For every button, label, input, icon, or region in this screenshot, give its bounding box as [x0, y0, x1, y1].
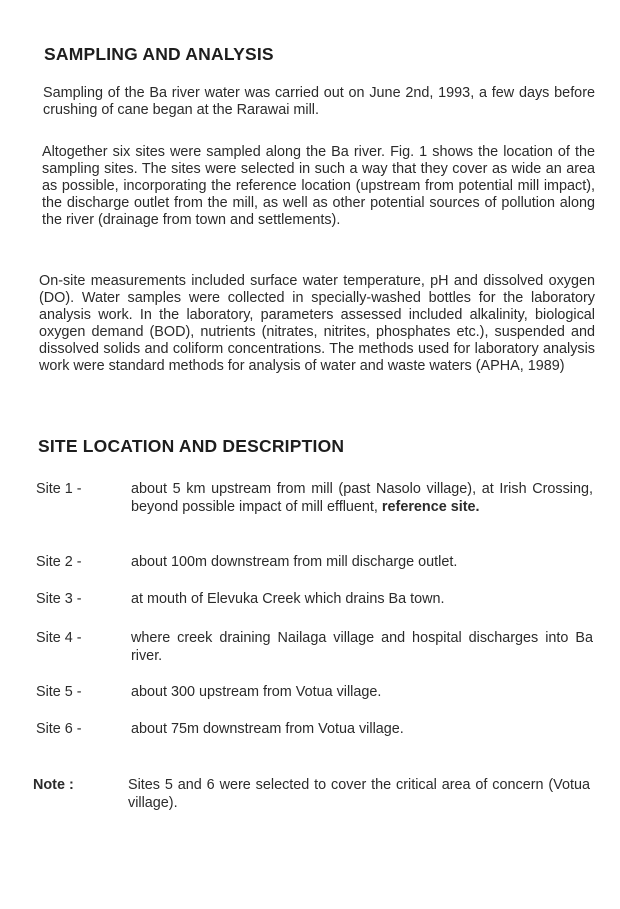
site-description: at mouth of Elevuka Creek which drains Ba town.: [131, 591, 445, 607]
site-description: about 75m downstream from Votua village.: [131, 721, 404, 737]
section-heading-sites: SITE LOCATION AND DESCRIPTION: [38, 436, 345, 456]
site-description: [131, 480, 593, 516]
site-label: Site 1 -: [36, 481, 82, 497]
site-description-emphasis: reference site.: [381, 499, 480, 515]
site-description: about 300 upstream from Votua village.: [131, 684, 382, 700]
site-description: about 100m downstream from mill discharge outlet.: [131, 554, 458, 570]
section-heading-sampling: SAMPLING AND ANALYSIS: [44, 44, 274, 64]
site-label: Site 5 -: [36, 684, 82, 700]
site-description: where creek draining Nailaga village and hospital discharges into Ba river.: [131, 630, 593, 664]
site-label: Site 3 -: [36, 591, 82, 607]
site-label: Site 6 -: [36, 721, 82, 737]
sampling-paragraph-2: Altogether six sites were sampled along the Ba river. Fig. 1 shows the location of the sampling sites. The sites were selected in such a way that they cover as wide an area as possible, incorporating the reference location (upstream from potential mill impact), the discharge outlet from the mill, as well as other potential sources of pollution along the river (drainage from town and settlements).: [42, 144, 595, 228]
site-label: Site 2 -: [36, 554, 82, 570]
sampling-paragraph-3: On-site measurements included surface water temperature, pH and dissolved oxygen (DO). Water samples were collected in specially-washed bottles for the laboratory analysis work. In the laboratory, parameters assessed included alkalinity, biological oxygen demand (BOD), nutrients (nitrates, nitrites, phosphates etc.), suspended and dissolved solids and coliform concentrations. The methods used for laboratory analysis work were standard methods for analysis of water and waste waters (APHA, 1989): [39, 273, 595, 374]
note-label: Note :: [33, 777, 74, 793]
sampling-paragraph-1: Sampling of the Ba river water was carried out on June 2nd, 1993, a few days before crushing of cane began at the Rarawai mill.: [43, 85, 595, 118]
site-description-text: about 5 km upstream from mill (past Nasolo village), at Irish Crossing, beyond possible impact of mill effluent,: [131, 481, 593, 515]
note-description: Sites 5 and 6 were selected to cover the critical area of concern (Votua village).: [128, 777, 590, 811]
site-label: Site 4 -: [36, 630, 82, 646]
